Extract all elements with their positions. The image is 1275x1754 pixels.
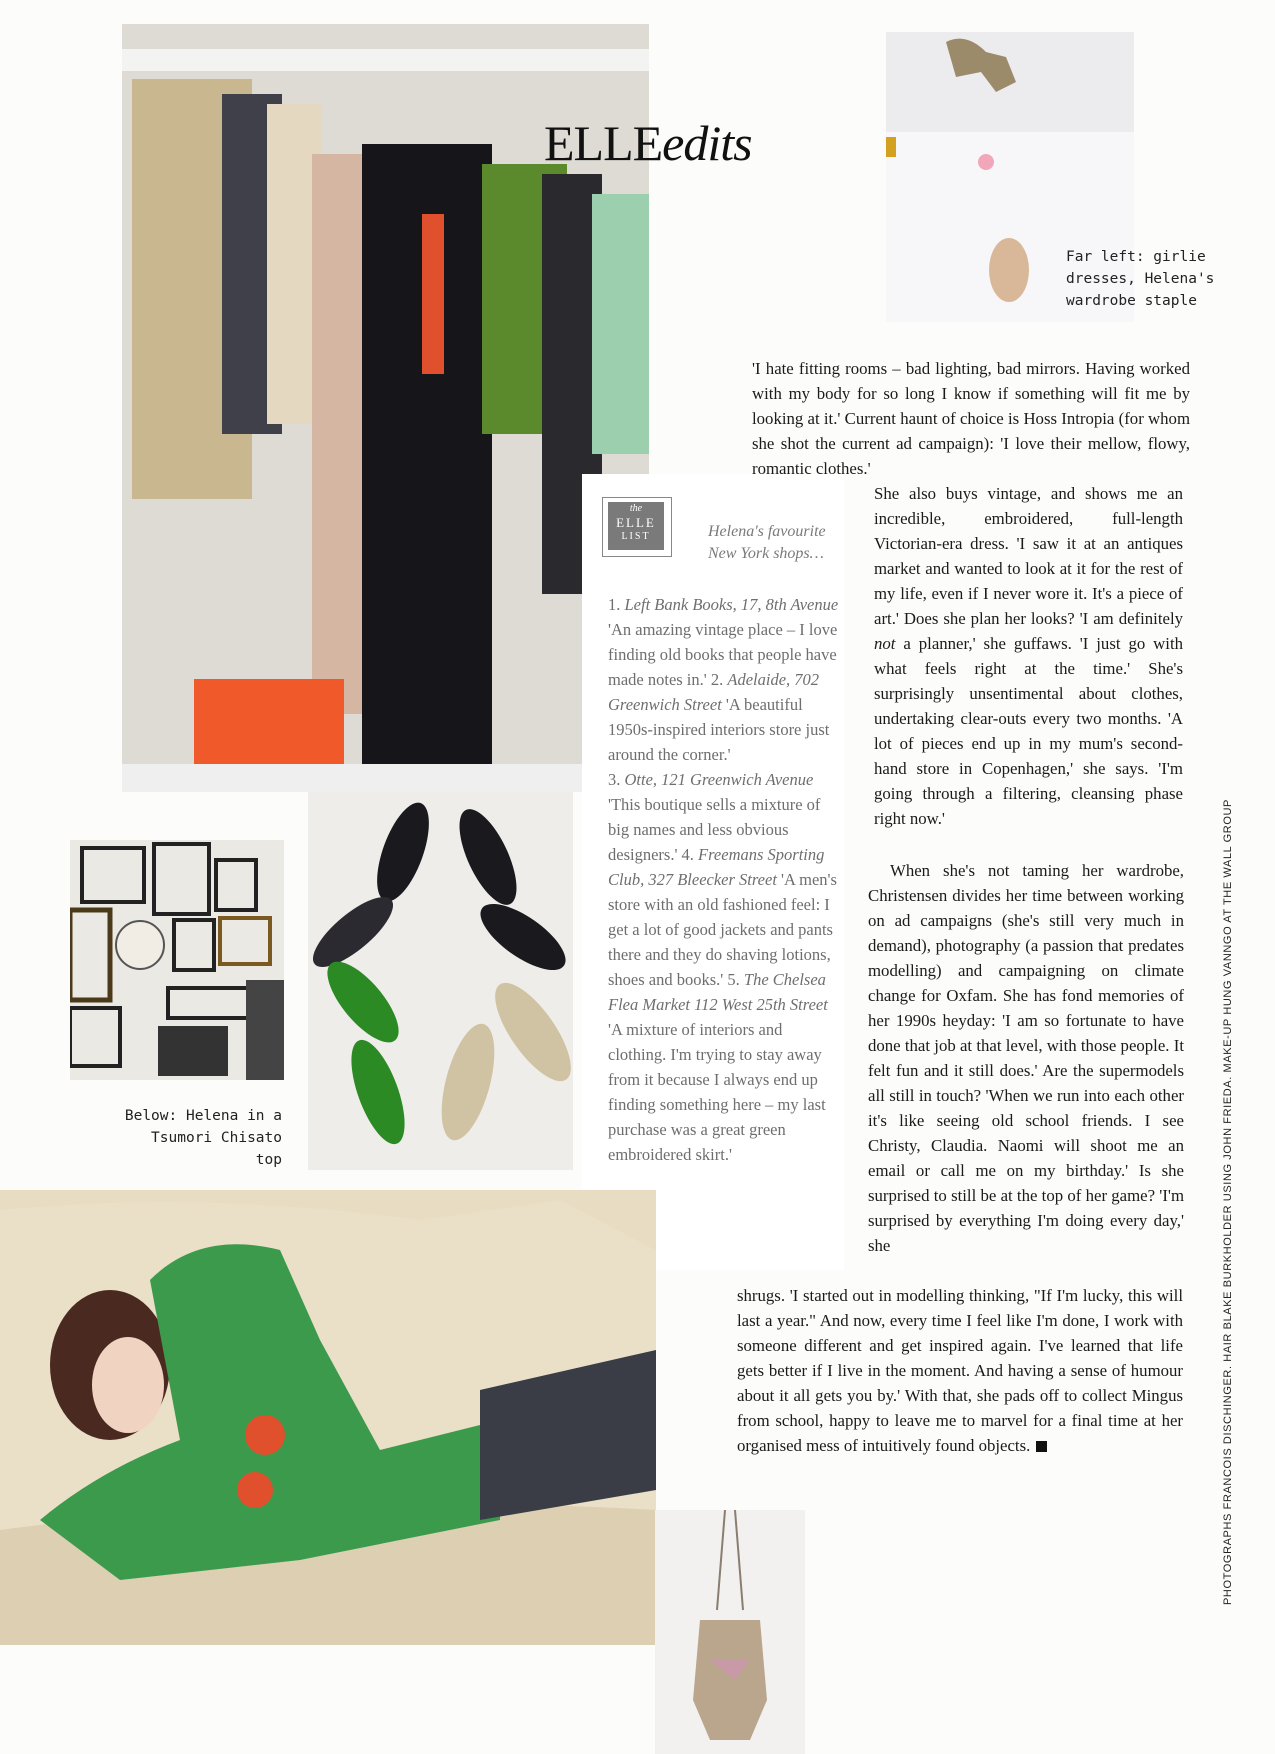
list-intro: Helena's favourite New York shops… [708, 523, 826, 562]
photo-credits: PHOTOGRAPHS FRANCOIS DISCHINGER. HAIR BLAKE BURKHOLDER USING JOHN FRIEDA. MAKE-UP HUNG VANNGO AT THE WALL GROUP [1222, 799, 1234, 1605]
list-item-quote: 'This boutique sells a mixture of big names and less obvious designers.' [608, 795, 821, 864]
helena-portrait-photo [0, 1190, 656, 1645]
list-item-num: 5. [727, 970, 740, 989]
article-emphasis: not [874, 634, 896, 653]
article-paragraph: When she's not taming her wardrobe, Christensen divides her time between working on ad campaigns (she's still very much in demand), photography (a passion that predates modelling) and campaigning on climate change for Oxfam. She has fond memories of her 1990s heyday: 'I am so fortunate to have done that job at that level, with those people. It felt fun and it still does.' Are the supermodels all still in touch? 'When we run into each other it's like seeing old school friends. I see Christy, Claudia. Naomi will shoot me an email or call me on my birthday.' Is she surprised to still be at the top of her game? 'I'm surprised by everything I'm doing every day,' she [868, 861, 1184, 1255]
section-masthead [544, 115, 804, 171]
caption-below: Below: Helena in a Tsumori Chisato top [124, 1108, 282, 1168]
end-mark-icon [1036, 1441, 1047, 1452]
list-item-shop: Freemans Sporting Club, 327 Bleecker Street [608, 845, 825, 889]
picture-frames-photo [70, 840, 284, 1080]
list-item-shop: Left Bank Books, 17, 8th Avenue [624, 595, 839, 614]
list-item-quote: 'An amazing vintage place – I love finding old books that people have made notes in.' [608, 620, 838, 689]
list-item-num: 4. [681, 845, 694, 864]
list-item-shop: The Chelsea Flea Market 112 West 25th Street [608, 970, 828, 1014]
list-item-shop: Otte, 121 Greenwich Avenue [624, 770, 814, 789]
masthead-section: edits [662, 115, 752, 171]
logo-elle: ELLE [616, 515, 656, 530]
list-item-quote: 'A men's store with an old fashioned feel: I get a lot of good jackets and pants there and they do shaving lotions, shoes and books.' [608, 870, 837, 989]
article-paragraph [737, 1283, 1183, 1458]
list-body [608, 592, 842, 1167]
article-text: a planner,' she guffaws. 'I just go with what feels right at the time.' She's surprisingly unsentimental about clothes, undertaking clear-outs every two months. 'A lot of pieces end up in my mum's second-hand store in Copenhagen,' she says. 'I'm going through a filtering, cleansing phase right now.' [874, 634, 1183, 828]
logo-the: the [629, 503, 643, 514]
list-item-num: 2. [710, 670, 724, 689]
list-item-quote: 'A beautiful 1950s-inspired interiors store just around the corner.' [608, 695, 830, 764]
list-item-num: 1. [608, 595, 621, 614]
elle-list-box [582, 474, 844, 1270]
elle-list-logo [602, 497, 672, 557]
list-item-num: 3. [608, 770, 621, 789]
article-paragraph: 'I hate fitting rooms – bad lighting, bad mirrors. Having worked with my body for so long I know if something will fit me by looking at it.' Current haunt of choice is Hoss Intropia (for whom she shot the current ad campaign): 'I love their mellow, flowy, romantic clothes.' [752, 359, 1190, 478]
list-item-quote: 'A mixture of interiors and clothing. I'm trying to stay away from it because I always end up finding something here – my last purchase was a great green embroidered skirt.' [608, 1020, 826, 1164]
list-item-shop: Adelaide, 702 Greenwich Street [608, 670, 820, 714]
article-paragraph [874, 481, 1183, 831]
article-text: She also buys vintage, and shows me an incredible, embroidered, full-length Victorian-era dress. 'I saw it at an antiques market and wanted to look at it for the rest of my life, even if I never wore it. It's a piece of art.' Does she plan her looks? 'I am definitely [874, 484, 1183, 628]
beaded-bag-photo [655, 1510, 805, 1754]
logo-list: LIST [621, 531, 651, 542]
article-text: shrugs. 'I started out in modelling thinking, "If I'm lucky, this will last a year." And now, every time I feel like I'm done, I work with someone different and get inspired again. I've learned that life gets better if I live in the moment. And having a sense of humour about it all gets you by.' With that, she pads off to collect Mingus from school, happy to leave me to marvel for a final time at her organised mess of intuitively found objects. [737, 1286, 1183, 1455]
caption-far-left: Far left: girlie dresses, Helena's wardrobe staple [1066, 249, 1215, 309]
masthead-brand: ELLE [544, 115, 663, 171]
shoes-photo [308, 792, 573, 1170]
